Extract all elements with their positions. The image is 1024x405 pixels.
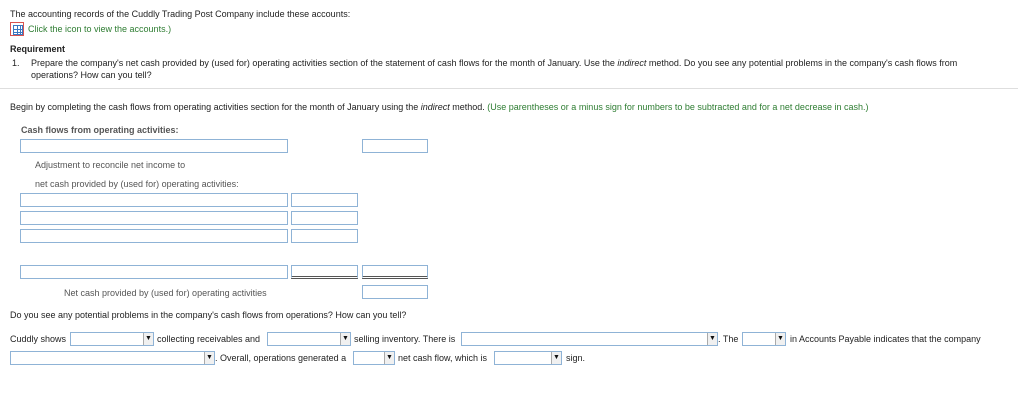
adjustment-label-input-1[interactable] <box>20 193 288 207</box>
sentence-part-3: selling inventory. There is <box>354 334 456 344</box>
section-title: Cash flows from operating activities: <box>21 125 179 135</box>
requirement-line1: Prepare the company's net cash provided by (used for) operating activities section of the statement of cash flows for the month of January. Use the indirect method. Do you see any potential problems in the company's cash flows from <box>31 58 958 68</box>
question-text: Do you see any potential problems in the company's cash flows from operations? How can you tell? <box>10 310 407 320</box>
accounts-payable-change-select[interactable] <box>742 332 786 346</box>
net-cash-flow-direction-select[interactable] <box>353 351 395 365</box>
table-icon <box>13 25 23 35</box>
accounts-table-button[interactable] <box>10 22 24 36</box>
chevron-down-icon: ▼ <box>551 352 561 364</box>
sentence-part-6: . Overall, operations generated a <box>215 353 347 363</box>
sentence-part-2: collecting receivables and <box>157 334 261 344</box>
problem-description-select[interactable] <box>461 332 718 346</box>
section-divider <box>0 88 1018 89</box>
instruction-text: Begin by completing the cash flows from operating activities section for the month of January using the indirect method. (Use parentheses or a minus sign for numbers to be subtracted and for a net decrease in cash.) <box>10 102 869 112</box>
accounts-payable-meaning-select[interactable] <box>10 351 215 365</box>
sentence-part-1: Cuddly shows <box>10 334 67 344</box>
sentence-part-7: net cash flow, which is <box>398 353 488 363</box>
sentence-part-4: . The <box>718 334 739 344</box>
chevron-down-icon: ▼ <box>143 333 153 345</box>
net-cash-amount-input[interactable] <box>362 285 428 299</box>
adjustment-amount-input-2[interactable] <box>291 211 358 225</box>
chevron-down-icon: ▼ <box>340 333 350 345</box>
chevron-down-icon: ▼ <box>384 352 394 364</box>
sentence-part-5: in Accounts Payable indicates that the company <box>790 334 981 344</box>
net-cash-label: Net cash provided by (used for) operating activities <box>64 288 267 298</box>
adjustment-label-2: net cash provided by (used for) operating activities: <box>35 179 239 189</box>
adjustment-label-1: Adjustment to reconcile net income to <box>35 160 186 170</box>
sentence-part-8: sign. <box>566 353 586 363</box>
chevron-down-icon: ▼ <box>707 333 717 345</box>
adjustment-amount-input-3[interactable] <box>291 229 358 243</box>
cash-flow-condition-select[interactable] <box>70 332 154 346</box>
adjustment-label-input-2[interactable] <box>20 211 288 225</box>
intro-text: The accounting records of the Cuddly Trading Post Company include these accounts: <box>10 9 351 19</box>
adjustment-amount-input-4[interactable] <box>291 265 358 279</box>
total-adjustments-input[interactable] <box>362 265 428 279</box>
sign-quality-select[interactable] <box>494 351 562 365</box>
requirement-line2: operations? How can you tell? <box>31 70 152 80</box>
view-accounts-link[interactable]: Click the icon to view the accounts.) <box>28 24 172 34</box>
adjustment-amount-input-1[interactable] <box>291 193 358 207</box>
instruction-hint: (Use parentheses or a minus sign for numbers to be subtracted and for a net decrease in cash.) <box>487 102 869 112</box>
chevron-down-icon: ▼ <box>775 333 785 345</box>
net-income-label-input[interactable] <box>20 139 288 153</box>
requirement-number: 1. <box>12 58 20 68</box>
adjustment-label-input-4[interactable] <box>20 265 288 279</box>
chevron-down-icon: ▼ <box>204 352 214 364</box>
inventory-condition-select[interactable] <box>267 332 351 346</box>
adjustment-label-input-3[interactable] <box>20 229 288 243</box>
requirement-heading: Requirement <box>10 44 66 54</box>
net-income-amount-input[interactable] <box>362 139 428 153</box>
